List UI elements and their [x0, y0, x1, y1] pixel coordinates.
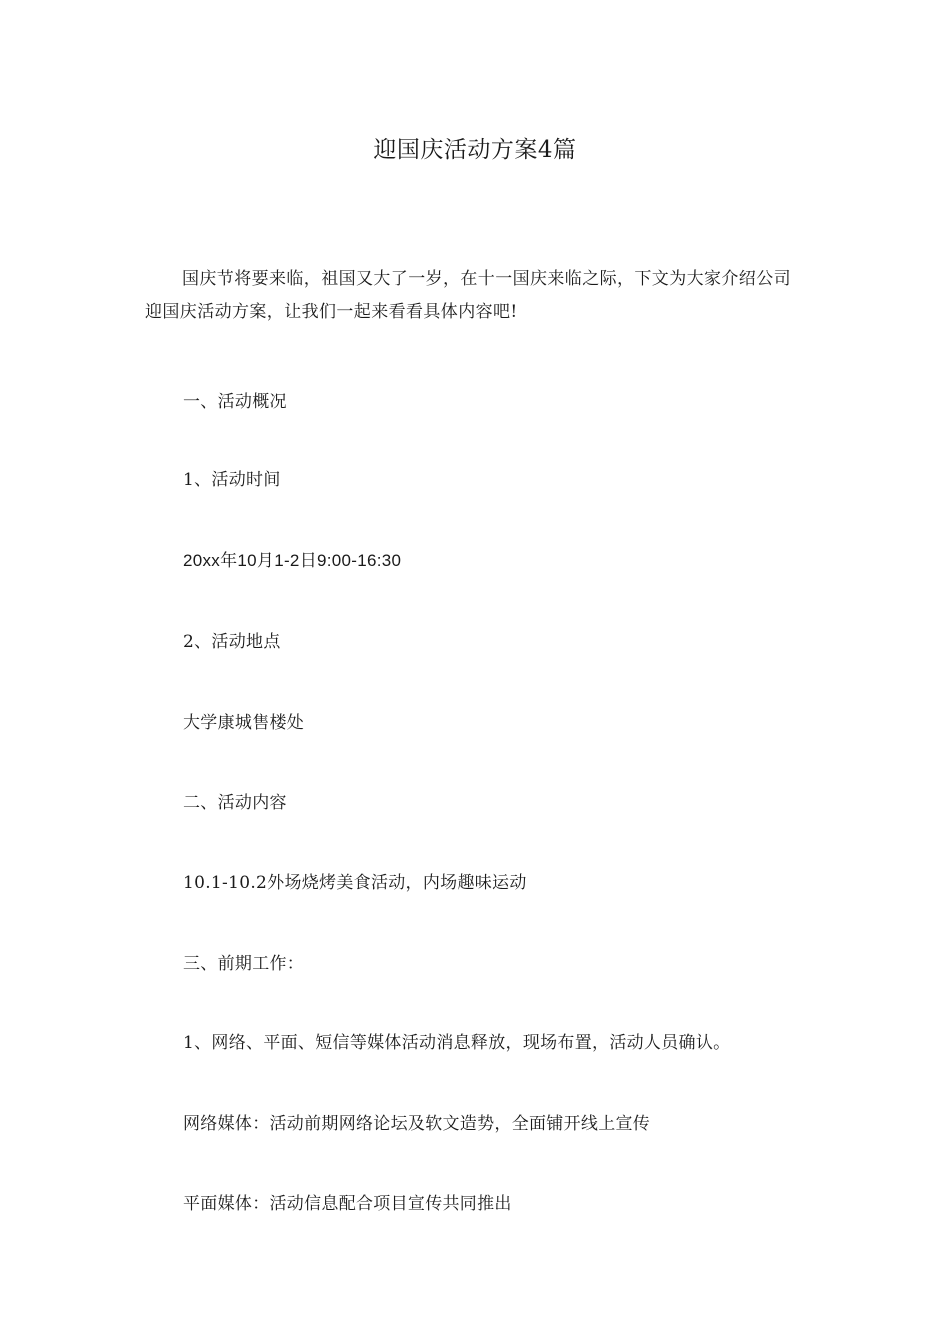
section-heading-overview: 一、活动概况 — [183, 392, 287, 412]
online-media-line: 网络媒体：活动前期网络论坛及软文造势，全面铺开线上宣传 — [183, 1114, 651, 1134]
subheading-activity-time: 1、活动时间 — [183, 470, 281, 490]
document-title: 迎国庆活动方案4篇 — [373, 137, 577, 163]
intro-paragraph: 国庆节将要来临，祖国又大了一岁，在十一国庆来临之际，下文为大家介绍公司迎国庆活动方案，让我们一起来看看具体内容吧! — [145, 269, 791, 322]
print-media-line: 平面媒体：活动信息配合项目宣传共同推出 — [183, 1194, 512, 1214]
activity-content-value: 10.1-10.2外场烧烤美食活动，内场趣味运动 — [183, 873, 527, 893]
section-heading-content: 二、活动内容 — [183, 793, 287, 813]
activity-location-value: 大学康城售楼处 — [183, 713, 305, 733]
activity-time-value: 20xx年10月1-2日9:00-16:30 — [183, 551, 402, 570]
preparation-item-1: 1、网络、平面、短信等媒体活动消息释放，现场布置，活动人员确认。 — [183, 1033, 731, 1053]
section-heading-preparation: 三、前期工作： — [183, 954, 305, 974]
subheading-activity-location: 2、活动地点 — [183, 632, 281, 652]
